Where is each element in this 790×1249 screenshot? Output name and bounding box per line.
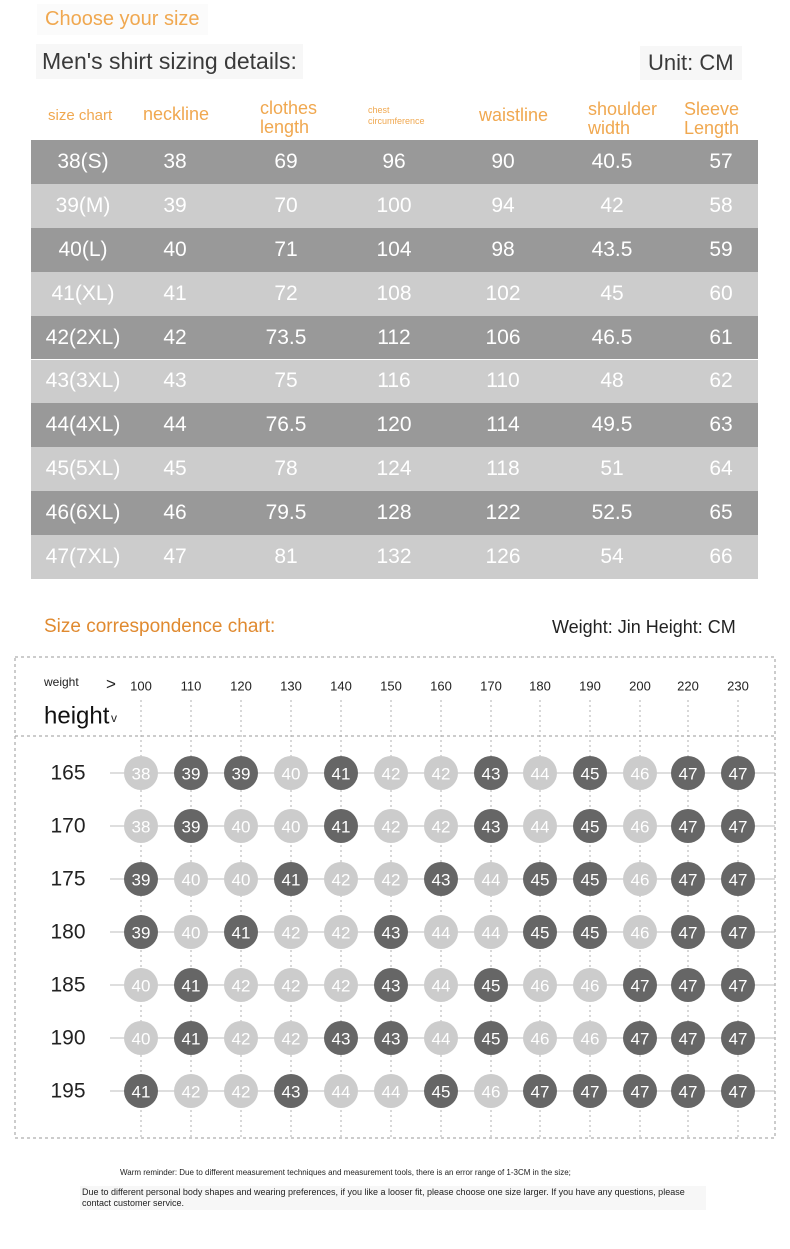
weight-tick-label: 220 bbox=[677, 678, 699, 694]
column-header-waistline: waistline bbox=[479, 105, 549, 125]
size-dot-label: 47 bbox=[630, 1082, 650, 1102]
table-cell: 43.5 bbox=[591, 237, 633, 261]
size-dot-label: 43 bbox=[381, 1029, 401, 1049]
size-dot-label: 44 bbox=[530, 764, 550, 784]
table-cell: 112 bbox=[377, 325, 411, 349]
size-dot-label: 39 bbox=[131, 870, 151, 890]
size-dot-label: 43 bbox=[381, 923, 401, 943]
size-dot-label: 47 bbox=[728, 870, 748, 890]
size-dot-label: 44 bbox=[431, 976, 451, 996]
height-tick-label: 195 bbox=[50, 1079, 86, 1103]
size-dot-label: 43 bbox=[381, 976, 401, 996]
table-cell: 72 bbox=[274, 281, 298, 305]
size-dot-label: 39 bbox=[131, 923, 151, 943]
looser-fit-advice: Due to different personal body shapes and wearing preferences, if you like a looser fit, please choose one size larger. If you have any questions, please contact customer service. bbox=[80, 1186, 706, 1210]
table-cell: 49.5 bbox=[591, 413, 633, 437]
table-cell: 76.5 bbox=[265, 413, 307, 437]
table-cell: 132 bbox=[376, 545, 412, 569]
table-cell: 42 bbox=[600, 193, 624, 217]
table-cell: 100 bbox=[376, 193, 412, 217]
size-dot-label: 46 bbox=[530, 1029, 550, 1049]
table-cell: 78 bbox=[274, 457, 298, 481]
unit-label: Unit: CM bbox=[640, 46, 742, 80]
table-cell: 104 bbox=[376, 237, 412, 261]
table-cell: 90 bbox=[491, 149, 515, 173]
table-cell: 60 bbox=[709, 281, 733, 305]
table-cell: 45(5XL) bbox=[45, 457, 121, 481]
weight-height-units: Weight: Jin Height: CM bbox=[552, 617, 736, 637]
table-cell: 46(6XL) bbox=[45, 501, 121, 525]
chart-border bbox=[15, 657, 775, 1138]
size-dot-label: 45 bbox=[530, 870, 550, 890]
weight-tick-label: 230 bbox=[727, 678, 749, 694]
table-cell: 120 bbox=[376, 413, 412, 437]
table-cell: 46 bbox=[163, 501, 187, 525]
weight-tick-label: 190 bbox=[579, 678, 601, 694]
table-cell: 47(7XL) bbox=[45, 545, 121, 569]
size-dot-label: 42 bbox=[231, 1029, 251, 1049]
table-cell: 118 bbox=[486, 457, 520, 481]
size-dot-label: 42 bbox=[281, 1029, 301, 1049]
size-dot-label: 40 bbox=[131, 976, 151, 996]
table-cell: 57 bbox=[709, 149, 733, 173]
size-dot-label: 39 bbox=[181, 817, 201, 837]
table-cell: 126 bbox=[485, 545, 521, 569]
weight-tick-label: 110 bbox=[180, 678, 202, 694]
table-cell: 40 bbox=[163, 237, 187, 261]
size-dot-label: 42 bbox=[431, 817, 451, 837]
table-cell: 73.5 bbox=[265, 325, 307, 349]
size-dot-label: 41 bbox=[231, 923, 251, 943]
size-dot-label: 43 bbox=[331, 1029, 351, 1049]
table-cell: 124 bbox=[376, 457, 412, 481]
size-dot-label: 45 bbox=[580, 817, 600, 837]
table-cell: 42 bbox=[163, 325, 187, 349]
table-cell: 75 bbox=[274, 369, 298, 393]
size-dot-label: 42 bbox=[281, 976, 301, 996]
table-cell: 64 bbox=[709, 457, 733, 481]
weight-tick-label: 170 bbox=[480, 678, 502, 694]
size-dot-label: 41 bbox=[331, 817, 351, 837]
height-tick-label: 165 bbox=[50, 761, 86, 785]
size-dot-label: 47 bbox=[728, 1082, 748, 1102]
table-cell: 46.5 bbox=[591, 325, 633, 349]
size-dot-label: 40 bbox=[131, 1029, 151, 1049]
size-dot-label: 46 bbox=[530, 976, 550, 996]
table-cell: 54 bbox=[600, 545, 624, 569]
height-tick-label: 180 bbox=[50, 920, 86, 944]
size-dot-label: 47 bbox=[728, 976, 748, 996]
table-cell: 47 bbox=[163, 545, 187, 569]
column-header-clothes-length: clothes length bbox=[260, 98, 318, 137]
size-dot-label: 47 bbox=[630, 1029, 650, 1049]
height-tick-label: 190 bbox=[50, 1026, 86, 1050]
size-dot-label: 40 bbox=[181, 923, 201, 943]
size-dot-label: 47 bbox=[630, 976, 650, 996]
height-tick-label: 185 bbox=[50, 973, 86, 997]
table-cell: 41 bbox=[163, 281, 187, 305]
table-cell: 71 bbox=[274, 237, 298, 261]
table-cell: 128 bbox=[376, 501, 412, 525]
size-dot-label: 44 bbox=[431, 923, 451, 943]
column-header-chest-circumference: chest circumference bbox=[368, 105, 425, 126]
table-cell: 79.5 bbox=[265, 501, 307, 525]
size-dot-label: 41 bbox=[331, 764, 351, 784]
size-dot-label: 42 bbox=[231, 976, 251, 996]
size-dot-label: 41 bbox=[131, 1082, 151, 1102]
size-dot-label: 47 bbox=[678, 1082, 698, 1102]
warm-reminder-note: Warm reminder: Due to different measurement techniques and measurement tools, there is an error range of 1-3CM in the size; bbox=[120, 1168, 571, 1177]
size-dot-label: 47 bbox=[728, 764, 748, 784]
table-cell: 59 bbox=[709, 237, 733, 261]
table-cell: 39(M) bbox=[55, 193, 111, 217]
table-cell: 45 bbox=[163, 457, 187, 481]
size-dot-label: 43 bbox=[481, 764, 501, 784]
size-correspondence-title: Size correspondence chart: bbox=[44, 616, 276, 637]
table-cell: 106 bbox=[485, 325, 521, 349]
weight-arrow-icon: > bbox=[106, 674, 116, 694]
size-dot-label: 42 bbox=[331, 923, 351, 943]
table-cell: 114 bbox=[486, 413, 520, 437]
weight-tick-label: 160 bbox=[430, 678, 452, 694]
column-header-shoulder-width: shoulder width bbox=[588, 99, 658, 138]
size-dot-label: 46 bbox=[630, 817, 650, 837]
size-dot-label: 46 bbox=[630, 764, 650, 784]
size-dot-label: 40 bbox=[281, 764, 301, 784]
size-dot-label: 47 bbox=[678, 923, 698, 943]
table-cell: 44 bbox=[163, 413, 187, 437]
weight-tick-label: 100 bbox=[130, 678, 152, 694]
table-cell: 42(2XL) bbox=[45, 325, 121, 349]
size-dot-label: 42 bbox=[281, 923, 301, 943]
size-dot-label: 42 bbox=[331, 976, 351, 996]
table-cell: 43(3XL) bbox=[45, 369, 121, 393]
size-dot-label: 47 bbox=[728, 923, 748, 943]
choose-size-title: Choose your size bbox=[37, 4, 208, 35]
size-dot-label: 47 bbox=[580, 1082, 600, 1102]
size-dot-label: 38 bbox=[131, 764, 151, 784]
size-dot-label: 47 bbox=[678, 870, 698, 890]
table-cell: 44(4XL) bbox=[45, 413, 121, 437]
height-arrow-icon: v bbox=[111, 711, 117, 725]
size-dot-label: 42 bbox=[381, 764, 401, 784]
size-dot-label: 46 bbox=[630, 870, 650, 890]
weight-tick-label: 180 bbox=[529, 678, 551, 694]
table-cell: 98 bbox=[491, 237, 515, 261]
size-dot-label: 45 bbox=[481, 1029, 501, 1049]
size-dot-label: 40 bbox=[231, 817, 251, 837]
size-dot-label: 44 bbox=[381, 1082, 401, 1102]
table-cell: 38(S) bbox=[57, 149, 109, 173]
size-dot-label: 45 bbox=[580, 923, 600, 943]
size-dot-label: 42 bbox=[331, 870, 351, 890]
size-dot-label: 47 bbox=[678, 764, 698, 784]
column-header-neckline: neckline bbox=[143, 104, 210, 124]
table-cell: 65 bbox=[709, 501, 733, 525]
size-dot-label: 40 bbox=[181, 870, 201, 890]
size-dot-label: 43 bbox=[281, 1082, 301, 1102]
size-dot-label: 46 bbox=[580, 976, 600, 996]
size-dot-label: 46 bbox=[481, 1082, 501, 1102]
size-dot-label: 43 bbox=[481, 817, 501, 837]
size-dot-label: 45 bbox=[580, 870, 600, 890]
size-dot-label: 45 bbox=[580, 764, 600, 784]
table-cell: 70 bbox=[274, 193, 298, 217]
table-cell: 43 bbox=[163, 369, 187, 393]
table-cell: 81 bbox=[274, 545, 298, 569]
table-cell: 45 bbox=[600, 281, 624, 305]
size-dot-label: 45 bbox=[481, 976, 501, 996]
size-dot-label: 47 bbox=[678, 976, 698, 996]
size-dot-label: 43 bbox=[431, 870, 451, 890]
height-tick-label: 175 bbox=[50, 867, 86, 891]
size-dot-label: 42 bbox=[431, 764, 451, 784]
height-tick-label: 170 bbox=[50, 814, 86, 838]
size-dot-label: 44 bbox=[331, 1082, 351, 1102]
size-dot-label: 42 bbox=[181, 1082, 201, 1102]
size-dot-label: 40 bbox=[231, 870, 251, 890]
table-cell: 94 bbox=[491, 193, 515, 217]
size-dot-label: 39 bbox=[181, 764, 201, 784]
table-cell: 62 bbox=[709, 369, 733, 393]
size-dot-label: 47 bbox=[728, 1029, 748, 1049]
table-cell: 61 bbox=[709, 325, 733, 349]
table-cell: 40.5 bbox=[591, 149, 633, 173]
table-cell: 69 bbox=[274, 149, 298, 173]
weight-tick-label: 120 bbox=[230, 678, 252, 694]
size-dot-label: 41 bbox=[181, 1029, 201, 1049]
size-dot-label: 40 bbox=[281, 817, 301, 837]
size-dot-label: 47 bbox=[678, 1029, 698, 1049]
weight-tick-label: 140 bbox=[330, 678, 352, 694]
size-dot-label: 46 bbox=[630, 923, 650, 943]
weight-tick-label: 200 bbox=[629, 678, 651, 694]
height-axis-label: height bbox=[44, 702, 110, 730]
size-dot-label: 39 bbox=[231, 764, 251, 784]
table-cell: 66 bbox=[709, 545, 733, 569]
table-cell: 110 bbox=[486, 369, 520, 393]
size-dot-label: 42 bbox=[231, 1082, 251, 1102]
size-dot-label: 42 bbox=[381, 817, 401, 837]
size-dot-label: 41 bbox=[281, 870, 301, 890]
table-cell: 122 bbox=[485, 501, 521, 525]
weight-tick-label: 150 bbox=[380, 678, 402, 694]
table-cell: 52.5 bbox=[591, 501, 633, 525]
size-dot-label: 45 bbox=[530, 923, 550, 943]
table-cell: 96 bbox=[382, 149, 406, 173]
table-cell: 58 bbox=[709, 193, 733, 217]
table-cell: 108 bbox=[376, 281, 412, 305]
size-dot-label: 44 bbox=[481, 870, 501, 890]
column-header-size-chart: size chart bbox=[48, 107, 113, 124]
table-cell: 102 bbox=[485, 281, 521, 305]
size-dot-label: 41 bbox=[181, 976, 201, 996]
size-dot-label: 42 bbox=[381, 870, 401, 890]
weight-tick-label: 130 bbox=[280, 678, 302, 694]
table-cell: 48 bbox=[600, 369, 624, 393]
size-dot-label: 47 bbox=[678, 817, 698, 837]
table-cell: 63 bbox=[709, 413, 733, 437]
size-dot-label: 44 bbox=[530, 817, 550, 837]
size-dot-label: 45 bbox=[431, 1082, 451, 1102]
size-dot-label: 46 bbox=[580, 1029, 600, 1049]
table-cell: 38 bbox=[163, 149, 187, 173]
table-cell: 41(XL) bbox=[51, 281, 115, 305]
column-header-sleeve-length: Sleeve Length bbox=[684, 99, 740, 138]
size-dot-label: 47 bbox=[728, 817, 748, 837]
weight-axis-label: weight bbox=[44, 675, 79, 689]
size-dot-label: 44 bbox=[431, 1029, 451, 1049]
size-dot-label: 38 bbox=[131, 817, 151, 837]
table-cell: 40(L) bbox=[58, 237, 108, 261]
table-cell: 51 bbox=[600, 457, 624, 481]
table-cell: 116 bbox=[377, 369, 411, 393]
table-cell: 39 bbox=[163, 193, 187, 217]
size-dot-label: 47 bbox=[530, 1082, 550, 1102]
sizing-details-title: Men's shirt sizing details: bbox=[36, 44, 303, 79]
size-dot-label: 44 bbox=[481, 923, 501, 943]
